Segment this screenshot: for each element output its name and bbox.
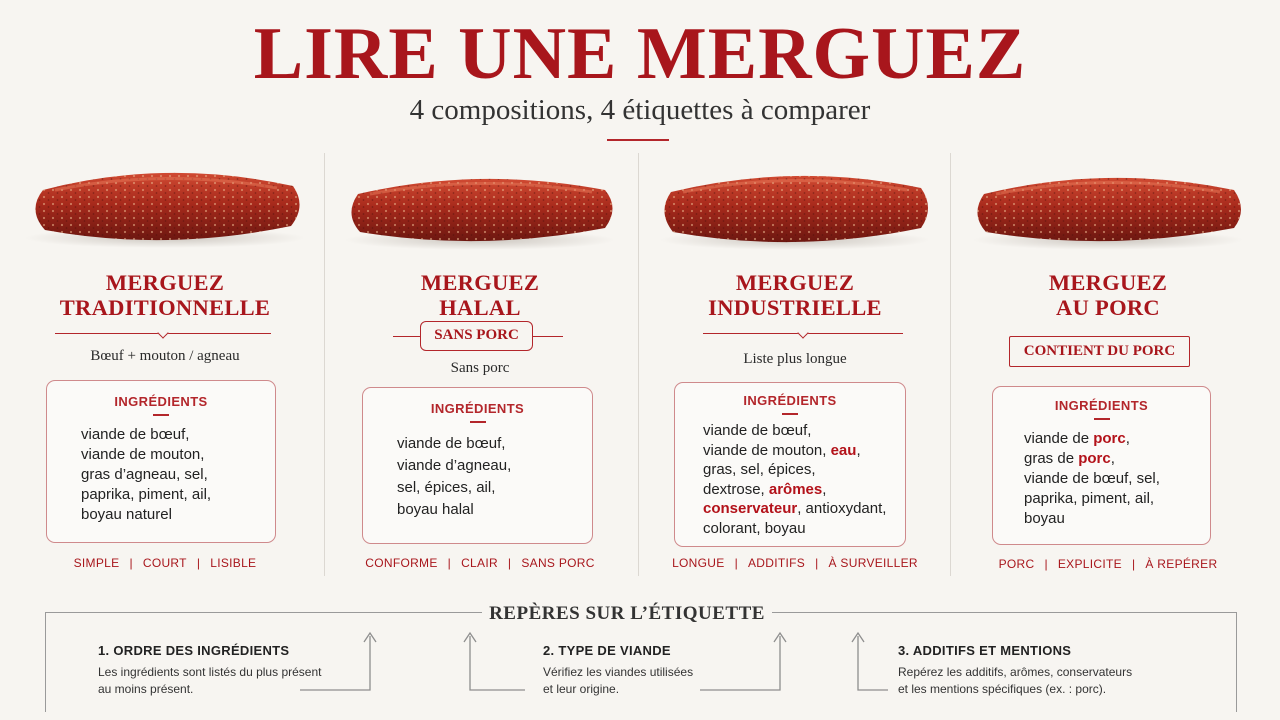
column-description: Sans porc [450,360,510,376]
ingredients-heading: INGRÉDIENTS [114,394,208,409]
tag-row: LONGUE | ADDITIFS | À SURVEILLER [672,556,918,570]
highlight-additive: eau [830,441,857,459]
badge-sans-porc: SANS PORC [420,321,533,351]
column-title: MERGUEZ HALAL [420,270,540,320]
repere-title: 1. ORDRE DES INGRÉDIENTS [98,643,290,658]
column-title: MERGUEZ INDUSTRIELLE [708,270,882,320]
arrow-up-icon [858,636,888,690]
arrow-up-icon [700,636,780,690]
arrow-up-icon [470,636,525,690]
repere-text: Repérez les additifs, arômes, conservateurs et les mentions spécifiques (ex. : porc). [898,665,1133,696]
ingredients-list: viande de porc, gras de porc, viande de bœuf, sel, paprika, piment, ail, boyau [1024,430,1160,527]
page-subtitle: 4 compositions, 4 étiquettes à comparer [409,94,871,126]
ingredients-list: viande de bœuf, viande de mouton, eau, gras, sel, épices, dextrose, arômes, conservateur, antioxydant, colorant, boyau [703,422,887,537]
column-description: Bœuf + mouton / agneau [90,348,240,364]
tag-row: PORC | EXPLICITE | À REPÉRER [998,557,1218,571]
repere-text: Vérifiez les viandes utilisées et leur origine. [543,665,694,696]
column-description: Liste plus longue [743,351,847,367]
page-title: LIRE UNE MERGUEZ [253,13,1027,95]
highlight-additive: conservateur [703,500,798,517]
tag-row: SIMPLE | COURT | LISIBLE [73,556,257,570]
repere-text: Les ingrédients sont listés du plus présent au moins présent. [98,665,322,696]
column-title: MERGUEZ AU PORC [1048,270,1168,320]
arrow-up-icon [300,636,370,690]
ingredients-heading: INGRÉDIENTS [1054,398,1149,413]
repere-title: 3. ADDITIFS ET MENTIONS [898,643,1072,658]
repere-title: 2. TYPE DE VIANDE [543,643,671,658]
badge-contient-du-porc: CONTIENT DU PORC [1009,336,1190,367]
reperes-title: REPÈRES SUR L’ÉTIQUETTE [489,603,765,624]
ingredients-list: viande de bœuf, viande d’agneau, sel, épices, ail, boyau halal [397,435,512,518]
ingredients-heading: INGRÉDIENTS [743,393,837,408]
highlight-porc: porc [1078,450,1111,467]
ingredients-heading: INGRÉDIENTS [430,401,525,416]
highlight-additive: arômes [768,480,823,498]
column-title: MERGUEZ TRADITIONNELLE [59,270,271,320]
ingredients-list: viande de bœuf, viande de mouton, gras d’agneau, sel, paprika, piment, ail, boyau naturel [81,426,212,523]
highlight-porc: porc [1093,430,1126,447]
tag-row: CONFORME | CLAIR | SANS PORC [365,556,595,570]
